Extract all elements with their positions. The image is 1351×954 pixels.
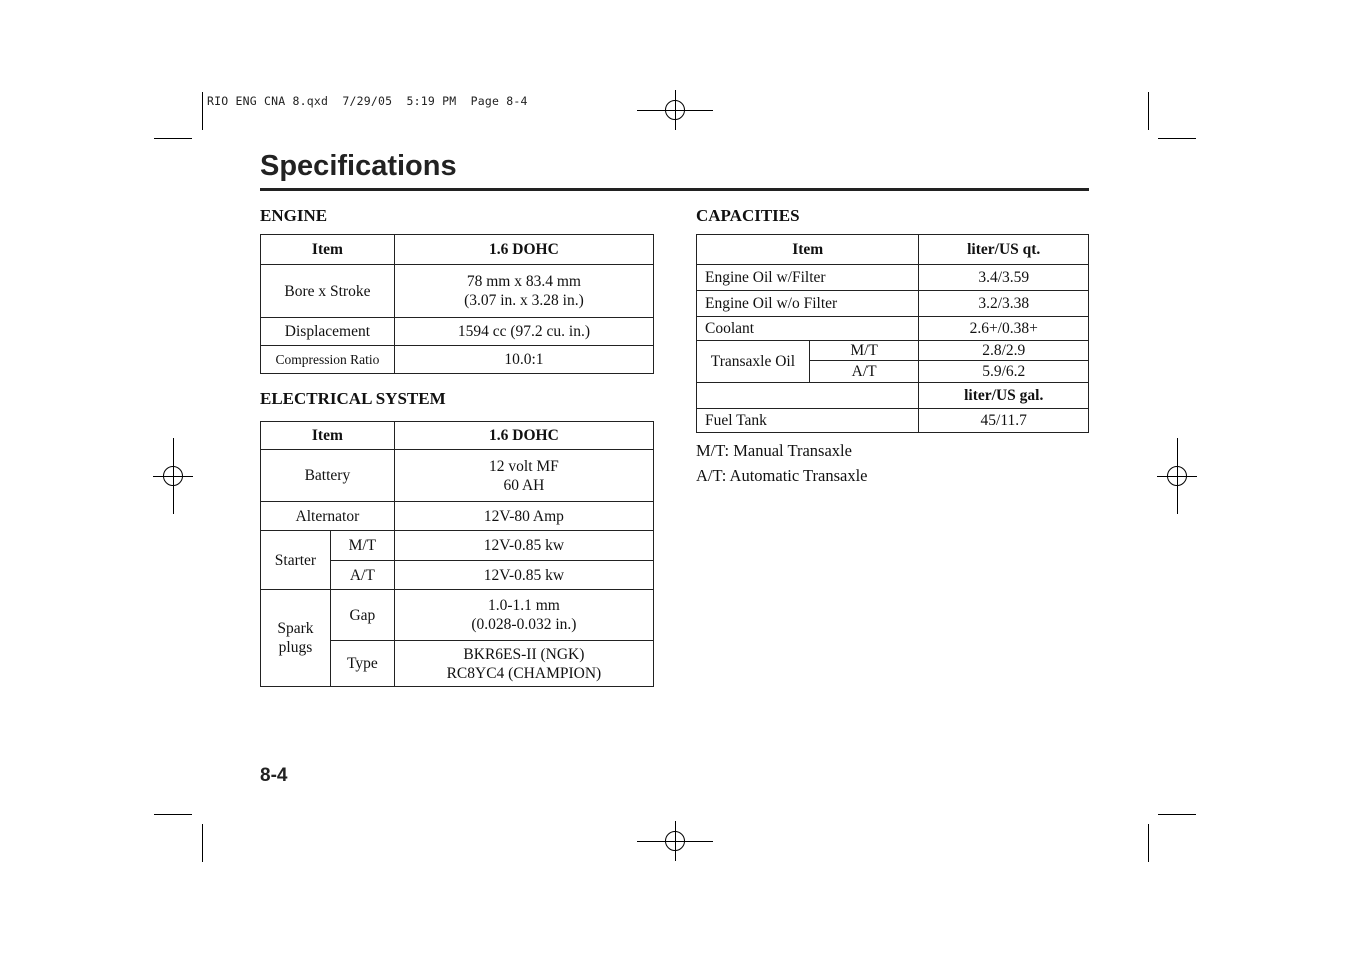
starter-mt-label: M/T	[330, 531, 394, 561]
starter-at-label: A/T	[330, 561, 394, 590]
title-rule	[260, 188, 1089, 191]
note-automatic-transaxle: A/T: Automatic Transaxle	[696, 466, 868, 485]
capacity-value: 3.2/3.38	[919, 291, 1089, 317]
crop-mark	[202, 92, 203, 130]
electrical-heading: ELECTRICAL SYSTEM	[260, 389, 446, 408]
spark-type-label: Type	[330, 641, 394, 687]
engine-item: Bore x Stroke	[261, 265, 395, 318]
page-title: Specifications	[260, 150, 457, 182]
alternator-label: Alternator	[261, 502, 395, 531]
crop-mark	[1158, 138, 1196, 139]
battery-value: 12 volt MF 60 AH	[394, 450, 653, 502]
electrical-table	[260, 421, 654, 687]
spark-plugs-label: Spark plugs	[261, 590, 331, 687]
spark-gap-label: Gap	[330, 590, 394, 641]
spark-gap-value: 1.0-1.1 mm (0.028-0.032 in.)	[394, 590, 653, 641]
engine-item: Displacement	[261, 318, 395, 346]
capacity-item: Engine Oil w/Filter	[697, 265, 919, 291]
capacities-blank-cell	[697, 383, 919, 409]
starter-at-value: 12V-0.85 kw	[394, 561, 653, 590]
transaxle-mt-label: M/T	[809, 341, 919, 361]
capacities-col-item: Item	[697, 235, 919, 265]
crop-mark	[154, 814, 192, 815]
transaxle-at-label: A/T	[809, 361, 919, 383]
engine-table	[260, 234, 654, 374]
capacities-heading: CAPACITIES	[696, 206, 800, 225]
capacity-value: 45/11.7	[919, 409, 1089, 433]
crop-mark	[1158, 814, 1196, 815]
file-slug: RIO ENG CNA 8.qxd 7/29/05 5:19 PM Page 8-4	[207, 94, 528, 108]
capacities-col-value-gal: liter/US gal.	[919, 383, 1089, 409]
transaxle-mt-value: 2.8/2.9	[919, 341, 1089, 361]
battery-label: Battery	[261, 450, 395, 502]
engine-col-value: 1.6 DOHC	[394, 235, 653, 265]
capacity-item: Coolant	[697, 317, 919, 341]
starter-mt-value: 12V-0.85 kw	[394, 531, 653, 561]
engine-value: 10.0:1	[394, 346, 653, 374]
engine-heading: ENGINE	[260, 206, 328, 225]
capacities-col-value: liter/US qt.	[919, 235, 1089, 265]
crop-mark	[1148, 92, 1149, 130]
engine-item: Compression Ratio	[261, 346, 395, 374]
crop-mark	[202, 824, 203, 862]
transaxle-at-value: 5.9/6.2	[919, 361, 1089, 383]
alternator-value: 12V-80 Amp	[394, 502, 653, 531]
electrical-col-value: 1.6 DOHC	[394, 422, 653, 450]
crop-mark	[154, 138, 192, 139]
starter-label: Starter	[261, 531, 331, 590]
capacity-item: Engine Oil w/o Filter	[697, 291, 919, 317]
capacity-value: 2.6+/0.38+	[919, 317, 1089, 341]
electrical-col-item: Item	[261, 422, 395, 450]
engine-value: 78 mm x 83.4 mm (3.07 in. x 3.28 in.)	[394, 265, 653, 318]
capacity-item: Fuel Tank	[697, 409, 919, 433]
page-number: 8-4	[260, 765, 288, 786]
capacity-value: 3.4/3.59	[919, 265, 1089, 291]
engine-value: 1594 cc (97.2 cu. in.)	[394, 318, 653, 346]
note-manual-transaxle: M/T: Manual Transaxle	[696, 441, 852, 460]
capacities-table	[696, 234, 1089, 433]
engine-col-item: Item	[261, 235, 395, 265]
transaxle-oil-label: Transaxle Oil	[697, 341, 810, 383]
crop-mark	[1148, 824, 1149, 862]
spark-type-value: BKR6ES-II (NGK) RC8YC4 (CHAMPION)	[394, 641, 653, 687]
